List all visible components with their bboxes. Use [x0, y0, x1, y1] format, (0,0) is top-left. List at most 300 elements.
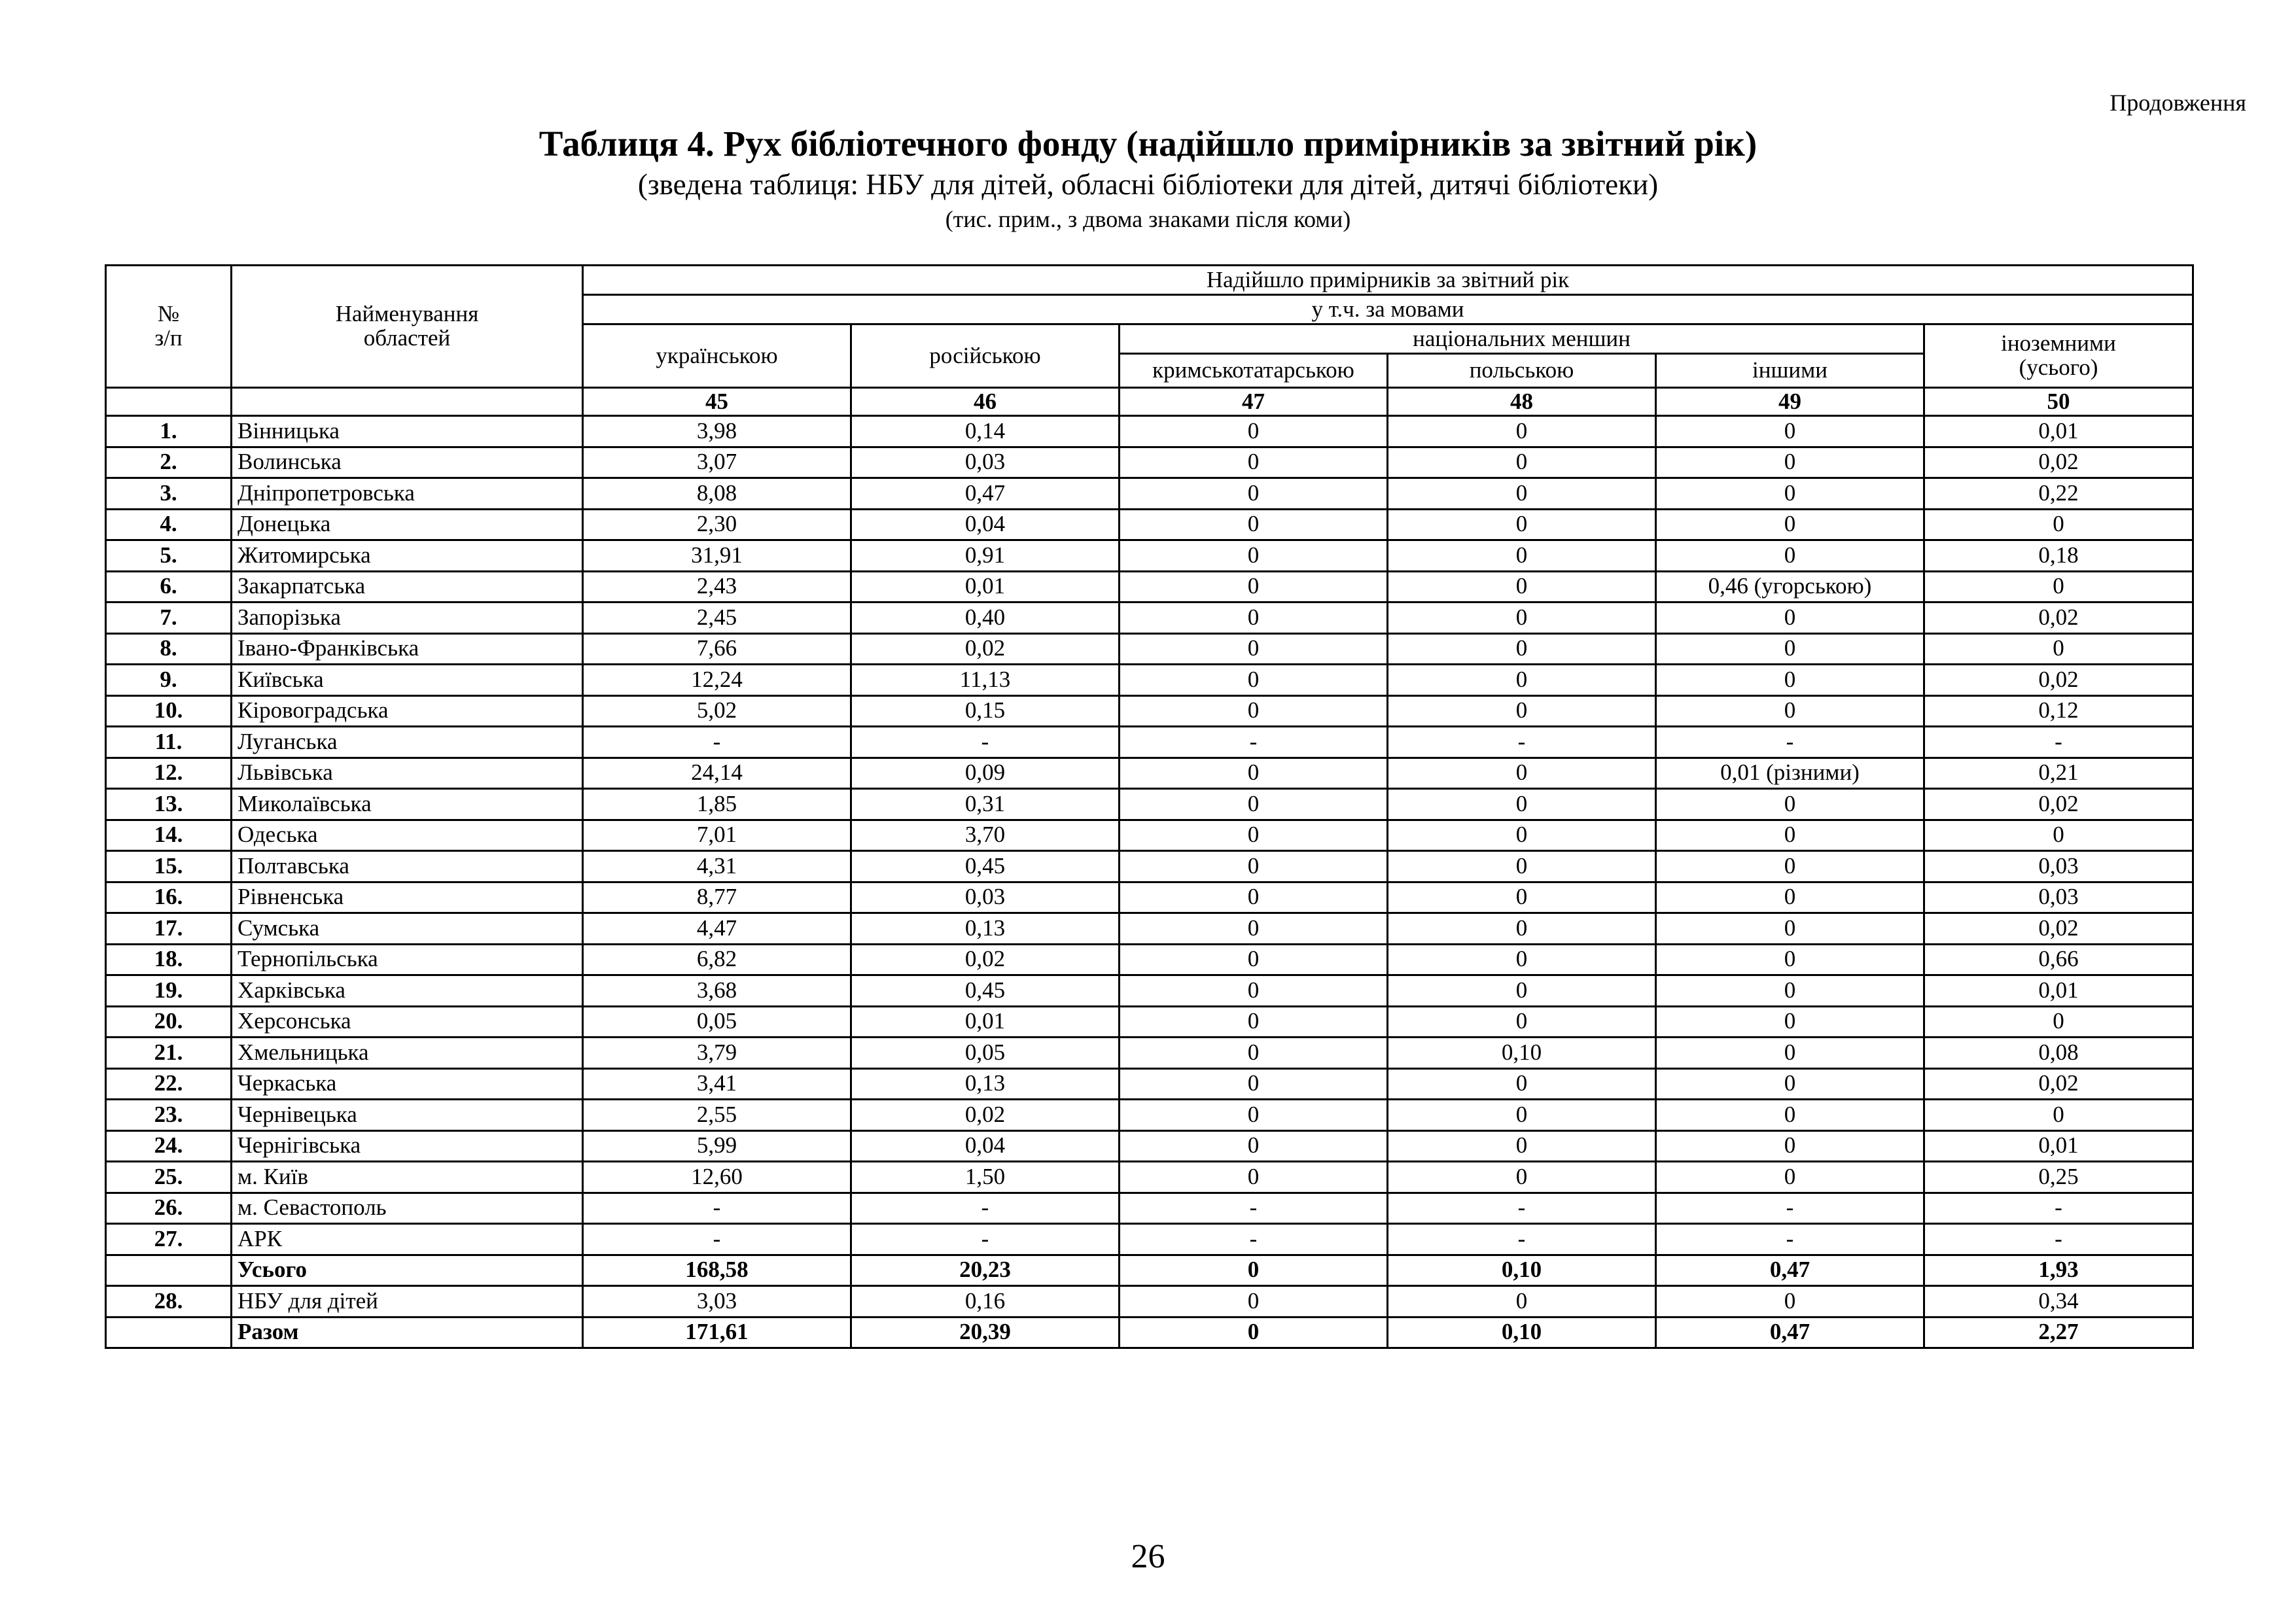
value-cell: -	[1656, 727, 1924, 758]
value-cell: 0	[1656, 1130, 1924, 1162]
value-cell: 0,02	[1924, 789, 2193, 820]
value-cell: 4,47	[583, 913, 851, 945]
value-cell: 0,10	[1388, 1317, 1656, 1348]
value-cell: 0	[1656, 975, 1924, 1007]
value-cell: 0	[1388, 913, 1656, 945]
value-cell: 0,16	[851, 1286, 1120, 1318]
value-cell: 0	[1656, 913, 1924, 945]
value-cell: 0,02	[1924, 1068, 2193, 1100]
value-cell: 0	[1120, 789, 1388, 820]
value-cell: 0,02	[1924, 447, 2193, 478]
value-cell: 24,14	[583, 758, 851, 789]
row-number: 18.	[106, 944, 232, 975]
row-number: 7.	[106, 602, 232, 634]
value-cell: 5,02	[583, 695, 851, 727]
value-cell: 0	[1120, 1286, 1388, 1318]
row-number: 8.	[106, 633, 232, 665]
row-number: 14.	[106, 820, 232, 851]
value-cell: 0,02	[1924, 602, 2193, 634]
value-cell: 0,47	[1656, 1317, 1924, 1348]
value-cell: 0	[1388, 851, 1656, 882]
value-cell: 0,18	[1924, 540, 2193, 572]
value-cell: 0	[1656, 1006, 1924, 1038]
value-cell: 171,61	[583, 1317, 851, 1348]
value-cell: 0	[1924, 633, 2193, 665]
value-cell: 0,47	[1656, 1255, 1924, 1286]
value-cell: 7,66	[583, 633, 851, 665]
table-row	[106, 633, 2193, 665]
value-cell: 3,03	[583, 1286, 851, 1318]
value-cell: 0	[1388, 975, 1656, 1007]
value-cell: -	[583, 727, 851, 758]
region-name: Волинська	[232, 447, 583, 478]
value-cell: 20,39	[851, 1317, 1120, 1348]
region-name: м. Севастополь	[232, 1193, 583, 1224]
value-cell: 0	[1120, 695, 1388, 727]
value-cell: 2,45	[583, 602, 851, 634]
value-cell: -	[851, 1224, 1120, 1255]
row-number: 10.	[106, 695, 232, 727]
header-received: Надійшло примірників за звітний рік	[583, 266, 2193, 295]
value-cell: 2,27	[1924, 1317, 2193, 1348]
value-cell: 0,25	[1924, 1162, 2193, 1193]
value-cell: 2,55	[583, 1100, 851, 1131]
table-row	[106, 1038, 2193, 1069]
value-cell: 0	[1656, 1068, 1924, 1100]
header-crimean-tatar: кримськотатарською	[1120, 354, 1388, 388]
value-cell: 0	[1924, 571, 2193, 602]
value-cell: 0	[1120, 1130, 1388, 1162]
row-number: 19.	[106, 975, 232, 1007]
value-cell: 0	[1656, 1038, 1924, 1069]
value-cell: 0	[1656, 1286, 1924, 1318]
value-cell: 5,99	[583, 1130, 851, 1162]
value-cell: 0	[1388, 820, 1656, 851]
value-cell: 0,09	[851, 758, 1120, 789]
value-cell: 0	[1388, 1162, 1656, 1193]
value-cell: 20,23	[851, 1255, 1120, 1286]
table-row	[106, 1130, 2193, 1162]
page-number: 26	[1131, 1538, 1165, 1575]
table-row	[106, 602, 2193, 634]
value-cell: 0,03	[1924, 882, 2193, 913]
header-number-symbol: №	[157, 301, 180, 327]
column-number: 47	[1120, 388, 1388, 416]
value-cell: 0	[1656, 820, 1924, 851]
region-name: НБУ для дітей	[232, 1286, 583, 1318]
value-cell: 0,02	[851, 944, 1120, 975]
region-name: Сумська	[232, 913, 583, 945]
table-row	[106, 882, 2193, 913]
value-cell: 0	[1656, 602, 1924, 634]
value-cell: 0,12	[1924, 695, 2193, 727]
table-row	[106, 416, 2193, 447]
table-row	[106, 851, 2193, 882]
column-number: 49	[1656, 388, 1924, 416]
row-number: 21.	[106, 1038, 232, 1069]
value-cell: 0	[1388, 695, 1656, 727]
value-cell: -	[1388, 1224, 1656, 1255]
value-cell: 0	[1656, 478, 1924, 510]
value-cell: 0,01	[851, 571, 1120, 602]
value-cell: 0	[1120, 416, 1388, 447]
column-number-blank	[106, 388, 232, 416]
table-row	[106, 478, 2193, 510]
value-cell: 3,07	[583, 447, 851, 478]
value-cell: 0,21	[1924, 758, 2193, 789]
value-cell: 0	[1120, 1006, 1388, 1038]
value-cell: 0,45	[851, 975, 1120, 1007]
value-cell: 0	[1388, 478, 1656, 510]
column-number: 48	[1388, 388, 1656, 416]
value-cell: 6,82	[583, 944, 851, 975]
row-number: 22.	[106, 1068, 232, 1100]
value-cell: 0	[1388, 1100, 1656, 1131]
value-cell: 0	[1924, 820, 2193, 851]
column-number: 45	[583, 388, 851, 416]
value-cell: 0	[1656, 944, 1924, 975]
value-cell: 31,91	[583, 540, 851, 572]
region-name: Чернігівська	[232, 1130, 583, 1162]
value-cell: 3,41	[583, 1068, 851, 1100]
region-name: Львівська	[232, 758, 583, 789]
region-name: Разом	[232, 1317, 583, 1348]
row-number	[106, 1255, 232, 1286]
region-name: АРК	[232, 1224, 583, 1255]
library-fund-table	[105, 264, 2194, 1349]
value-cell: 0	[1656, 1162, 1924, 1193]
value-cell: 0	[1656, 665, 1924, 696]
table-title: Таблиця 4. Рух бібліотечного фонду (надійшло примірників за звітний рік)	[539, 124, 1757, 164]
value-cell: 3,98	[583, 416, 851, 447]
value-cell: 4,31	[583, 851, 851, 882]
row-number: 20.	[106, 1006, 232, 1038]
value-cell: 0,02	[1924, 665, 2193, 696]
value-cell: -	[1656, 1224, 1924, 1255]
table-row	[106, 1100, 2193, 1131]
table-row	[106, 944, 2193, 975]
row-number: 3.	[106, 478, 232, 510]
header-row-1	[106, 266, 2193, 295]
region-name: Тернопільська	[232, 944, 583, 975]
value-cell: 0	[1388, 665, 1656, 696]
value-cell: -	[851, 1193, 1120, 1224]
header-foreign-cell	[1924, 324, 2193, 388]
value-cell: 11,13	[851, 665, 1120, 696]
value-cell: 1,85	[583, 789, 851, 820]
value-cell: 0	[1388, 416, 1656, 447]
value-cell: 0	[1120, 633, 1388, 665]
value-cell: 0,34	[1924, 1286, 2193, 1318]
region-name: Черкаська	[232, 1068, 583, 1100]
value-cell: 0	[1656, 789, 1924, 820]
region-name: Полтавська	[232, 851, 583, 882]
region-name: Миколаївська	[232, 789, 583, 820]
value-cell: 0,04	[851, 509, 1120, 540]
value-cell: 0	[1120, 944, 1388, 975]
value-cell: 0	[1388, 633, 1656, 665]
value-cell: 0,22	[1924, 478, 2193, 510]
table-row	[106, 758, 2193, 789]
value-cell: 2,30	[583, 509, 851, 540]
value-cell: 0	[1388, 944, 1656, 975]
table-row	[106, 695, 2193, 727]
value-cell: 8,77	[583, 882, 851, 913]
table-row	[106, 1068, 2193, 1100]
value-cell: 0	[1388, 1130, 1656, 1162]
value-cell: 0,13	[851, 1068, 1120, 1100]
value-cell: 0	[1120, 665, 1388, 696]
value-cell: 0	[1120, 1100, 1388, 1131]
table-row	[106, 540, 2193, 572]
value-cell: 0	[1120, 851, 1388, 882]
value-cell: 0	[1656, 447, 1924, 478]
value-cell: 0,15	[851, 695, 1120, 727]
value-cell: 7,01	[583, 820, 851, 851]
table-row	[106, 447, 2193, 478]
value-cell: 0,66	[1924, 944, 2193, 975]
column-number: 46	[851, 388, 1120, 416]
value-cell: 0,01	[1924, 416, 2193, 447]
value-cell: 0,91	[851, 540, 1120, 572]
table-row	[106, 1286, 2193, 1318]
row-number: 25.	[106, 1162, 232, 1193]
value-cell: 0	[1388, 509, 1656, 540]
region-name: Хмельницька	[232, 1038, 583, 1069]
region-name: Чернівецька	[232, 1100, 583, 1131]
row-number: 16.	[106, 882, 232, 913]
value-cell: 0	[1120, 1162, 1388, 1193]
value-cell: 0,02	[851, 633, 1120, 665]
value-cell: 0,05	[583, 1006, 851, 1038]
value-cell: 0,05	[851, 1038, 1120, 1069]
value-cell: 0	[1120, 975, 1388, 1007]
header-ukrainian: українською	[583, 324, 851, 388]
table-row	[106, 789, 2193, 820]
column-number-row	[106, 388, 2193, 416]
region-name: Житомирська	[232, 540, 583, 572]
value-cell: 0	[1388, 1068, 1656, 1100]
row-number	[106, 1317, 232, 1348]
region-name: Дніпропетровська	[232, 478, 583, 510]
total-row	[106, 1317, 2193, 1348]
value-cell: -	[1388, 1193, 1656, 1224]
region-name: Херсонська	[232, 1006, 583, 1038]
value-cell: 12,60	[583, 1162, 851, 1193]
value-cell: -	[1120, 1193, 1388, 1224]
value-cell: 0,01	[851, 1006, 1120, 1038]
value-cell: -	[583, 1193, 851, 1224]
value-cell: 0,02	[1924, 913, 2193, 945]
row-number: 15.	[106, 851, 232, 882]
value-cell: -	[583, 1224, 851, 1255]
value-cell: -	[1388, 727, 1656, 758]
value-cell: -	[1120, 727, 1388, 758]
value-cell: 168,58	[583, 1255, 851, 1286]
value-cell: 1,50	[851, 1162, 1120, 1193]
value-cell: 0	[1924, 509, 2193, 540]
continued-label: Продовження	[2110, 90, 2246, 116]
table-row	[106, 665, 2193, 696]
value-cell: 0	[1656, 633, 1924, 665]
value-cell: 0	[1656, 509, 1924, 540]
value-cell: 0	[1388, 540, 1656, 572]
row-number: 2.	[106, 447, 232, 478]
region-name: Івано-Франківська	[232, 633, 583, 665]
value-cell: 0	[1120, 1068, 1388, 1100]
value-cell: 0	[1120, 1317, 1388, 1348]
value-cell: -	[1656, 1193, 1924, 1224]
column-number-blank	[232, 388, 583, 416]
header-name-line2: областей	[363, 325, 451, 351]
value-cell: 3,70	[851, 820, 1120, 851]
value-cell: 3,79	[583, 1038, 851, 1069]
table-row	[106, 975, 2193, 1007]
table-row	[106, 1193, 2193, 1224]
region-name: Харківська	[232, 975, 583, 1007]
value-cell: 0,03	[1924, 851, 2193, 882]
value-cell: 0	[1388, 882, 1656, 913]
value-cell: 0	[1388, 1286, 1656, 1318]
value-cell: 0,01	[1924, 975, 2193, 1007]
table-row	[106, 820, 2193, 851]
value-cell: 0	[1388, 447, 1656, 478]
value-cell: -	[1924, 1193, 2193, 1224]
value-cell: 0	[1388, 789, 1656, 820]
value-cell: 0,46 (угорською)	[1656, 571, 1924, 602]
row-number: 26.	[106, 1193, 232, 1224]
value-cell: 0	[1656, 851, 1924, 882]
value-cell: 0	[1924, 1100, 2193, 1131]
table-row	[106, 913, 2193, 945]
row-number: 12.	[106, 758, 232, 789]
value-cell: 0,10	[1388, 1255, 1656, 1286]
region-name: Закарпатська	[232, 571, 583, 602]
table-row	[106, 1224, 2193, 1255]
value-cell: 0,31	[851, 789, 1120, 820]
region-name: Рівненська	[232, 882, 583, 913]
row-number: 23.	[106, 1100, 232, 1131]
value-cell: 0	[1120, 913, 1388, 945]
value-cell: 12,24	[583, 665, 851, 696]
column-number: 50	[1924, 388, 2193, 416]
value-cell: 0,10	[1388, 1038, 1656, 1069]
value-cell: 0	[1656, 540, 1924, 572]
value-cell: 0	[1656, 695, 1924, 727]
row-number: 6.	[106, 571, 232, 602]
row-number: 17.	[106, 913, 232, 945]
value-cell: -	[1924, 1224, 2193, 1255]
region-name: Кіровоградська	[232, 695, 583, 727]
value-cell: 0	[1388, 1006, 1656, 1038]
value-cell: 0	[1120, 478, 1388, 510]
value-cell: 0,13	[851, 913, 1120, 945]
value-cell: 0	[1120, 1038, 1388, 1069]
region-name: Луганська	[232, 727, 583, 758]
value-cell: 0,45	[851, 851, 1120, 882]
value-cell: 0	[1388, 758, 1656, 789]
header-number-cell	[106, 266, 232, 388]
value-cell: 0	[1120, 509, 1388, 540]
table-row	[106, 571, 2193, 602]
row-number: 1.	[106, 416, 232, 447]
region-name: м. Київ	[232, 1162, 583, 1193]
table-row	[106, 727, 2193, 758]
value-cell: 0	[1388, 571, 1656, 602]
region-name: Київська	[232, 665, 583, 696]
value-cell: 0	[1120, 758, 1388, 789]
row-number: 13.	[106, 789, 232, 820]
region-name: Запорізька	[232, 602, 583, 634]
value-cell: 0,40	[851, 602, 1120, 634]
header-name-cell	[232, 266, 583, 388]
value-cell: 0	[1924, 1006, 2193, 1038]
table-row	[106, 509, 2193, 540]
value-cell: 3,68	[583, 975, 851, 1007]
row-number: 4.	[106, 509, 232, 540]
value-cell: 0	[1656, 416, 1924, 447]
value-cell: 0,47	[851, 478, 1120, 510]
row-number: 28.	[106, 1286, 232, 1318]
value-cell: 0	[1120, 602, 1388, 634]
value-cell: 0	[1120, 1255, 1388, 1286]
value-cell: 2,43	[583, 571, 851, 602]
value-cell: 0,08	[1924, 1038, 2193, 1069]
value-cell: 0	[1120, 820, 1388, 851]
header-russian: російською	[851, 324, 1120, 388]
header-national-minorities: національних меншин	[1120, 324, 1924, 354]
region-name: Одеська	[232, 820, 583, 851]
header-name-line1: Найменування	[335, 301, 479, 327]
value-cell: 0,03	[851, 882, 1120, 913]
value-cell: 0	[1120, 571, 1388, 602]
region-name: Усього	[232, 1255, 583, 1286]
header-other: іншими	[1656, 354, 1924, 388]
value-cell: 0,01 (різними)	[1656, 758, 1924, 789]
value-cell: 8,08	[583, 478, 851, 510]
value-cell: 0	[1120, 447, 1388, 478]
table-row	[106, 1006, 2193, 1038]
row-number: 5.	[106, 540, 232, 572]
value-cell: 0,01	[1924, 1130, 2193, 1162]
value-cell: 0	[1120, 540, 1388, 572]
value-cell: -	[851, 727, 1120, 758]
value-cell: 1,93	[1924, 1255, 2193, 1286]
row-number: 9.	[106, 665, 232, 696]
row-number: 27.	[106, 1224, 232, 1255]
value-cell: 0	[1388, 602, 1656, 634]
value-cell: -	[1120, 1224, 1388, 1255]
value-cell: 0	[1120, 882, 1388, 913]
value-cell: 0	[1656, 882, 1924, 913]
value-cell: 0,14	[851, 416, 1120, 447]
header-foreign-line2: (усього)	[2019, 355, 2098, 380]
value-cell: 0,02	[851, 1100, 1120, 1131]
region-name: Вінницька	[232, 416, 583, 447]
table-subtitle: (зведена таблиця: НБУ для дітей, обласні бібліотеки для дітей, дитячі бібліотеки)	[637, 168, 1659, 201]
units-note: (тис. прим., з двома знаками після коми)	[945, 206, 1351, 232]
header-number-abbr: з/п	[154, 325, 183, 351]
row-number: 11.	[106, 727, 232, 758]
value-cell: -	[1924, 727, 2193, 758]
row-number: 24.	[106, 1130, 232, 1162]
header-polish: польською	[1388, 354, 1656, 388]
value-cell: 0,04	[851, 1130, 1120, 1162]
value-cell: 0	[1656, 1100, 1924, 1131]
value-cell: 0,03	[851, 447, 1120, 478]
header-by-language: у т.ч. за мовами	[583, 295, 2193, 324]
header-foreign-line1: іноземними	[2001, 330, 2116, 357]
